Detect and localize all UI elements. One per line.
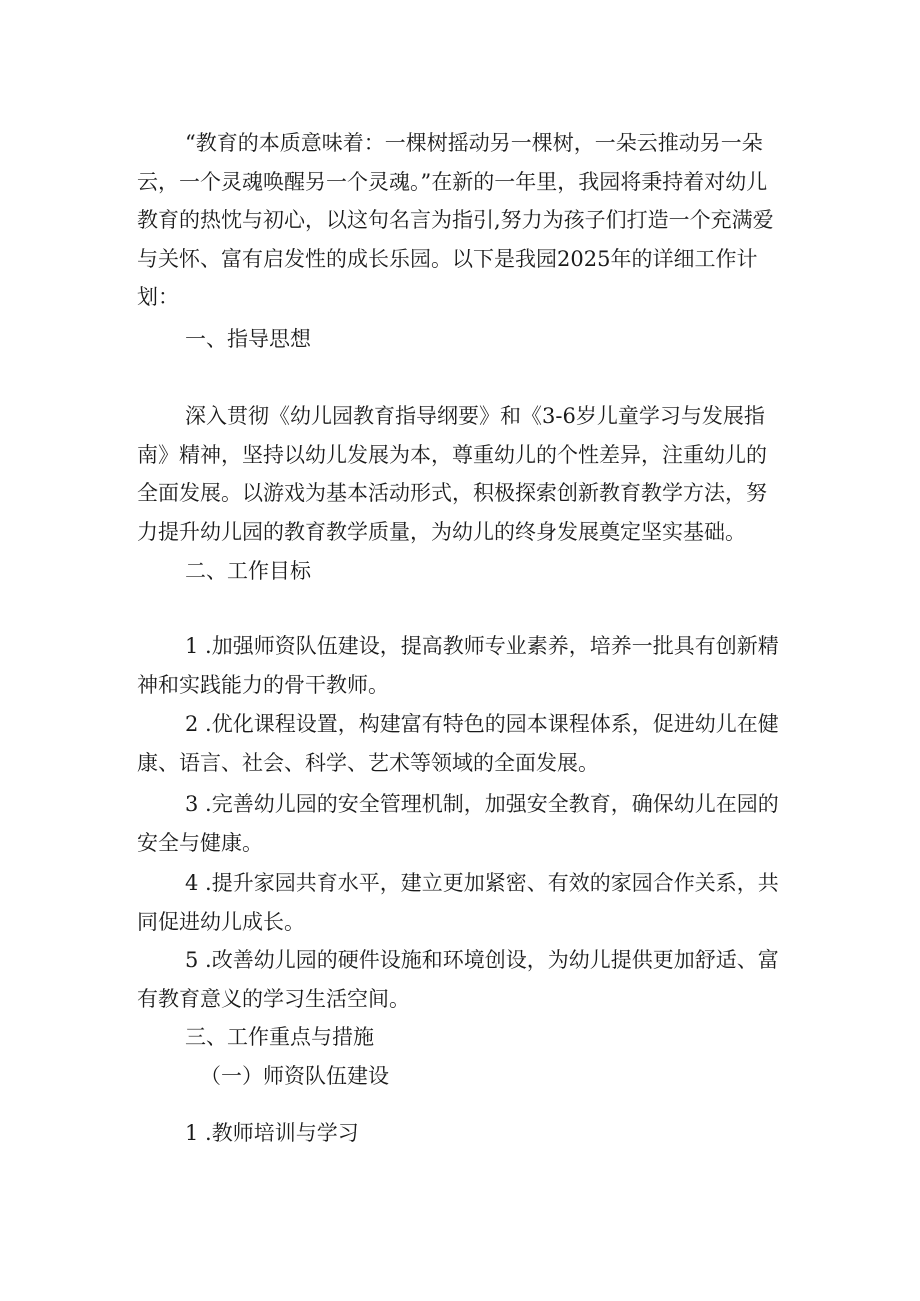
section-heading-key-measures: 三、工作重点与措施 [185, 1025, 374, 1049]
section-heading-work-goals: 二、工作目标 [185, 559, 311, 583]
goal-item-5: 5 .改善幼儿园的硬件设施和环境创设，为幼儿提供更加舒适、富有教育意义的学习生活空间。 [137, 948, 779, 1011]
goal-item-2: 2 .优化课程设置，构建富有特色的园本课程体系，促进幼儿在健康、语言、社会、科学、艺术等领域的全面发展。 [137, 712, 779, 775]
subsection-heading-teacher-team: （一）师资队伍建设 [200, 1064, 389, 1088]
goal-item-3: 3 .完善幼儿园的安全管理机制，加强安全教育，确保幼儿在园的安全与健康。 [137, 792, 779, 855]
guiding-ideology-paragraph: 深入贯彻《幼儿园教育指导纲要》和《3-6岁儿童学习与发展指南》精神，坚持以幼儿发展为本，尊重幼儿的个性差异，注重幼儿的全面发展。以游戏为基本活动形式，积极探索创新教育教学方法，努力提升幼儿园的教育教学质量，为幼儿的终身发展奠定坚实基础。 [137, 404, 767, 544]
goal-item-1: 1 .加强师资队伍建设，提高教师专业素养，培养一批具有创新精神和实践能力的骨干教师。 [137, 634, 779, 697]
intro-paragraph: “教育的本质意味着：一棵树摇动另一棵树，一朵云推动另一朵云，一个灵魂唤醒另一个灵魂。”在新的一年里，我园将秉持着对幼儿教育的热忱与初心，以这句名言为指引,努力为孩子们打造一个充满爱与关怀、富有启发性的成长乐园。以下是我园2025年的详细工作计划： [137, 131, 774, 310]
measure-item-1: 1 .教师培训与学习 [185, 1121, 359, 1145]
goal-item-4: 4 .提升家园共育水平，建立更加紧密、有效的家园合作关系，共同促进幼儿成长。 [137, 871, 779, 934]
section-heading-guiding-ideology: 一、指导思想 [185, 327, 311, 351]
